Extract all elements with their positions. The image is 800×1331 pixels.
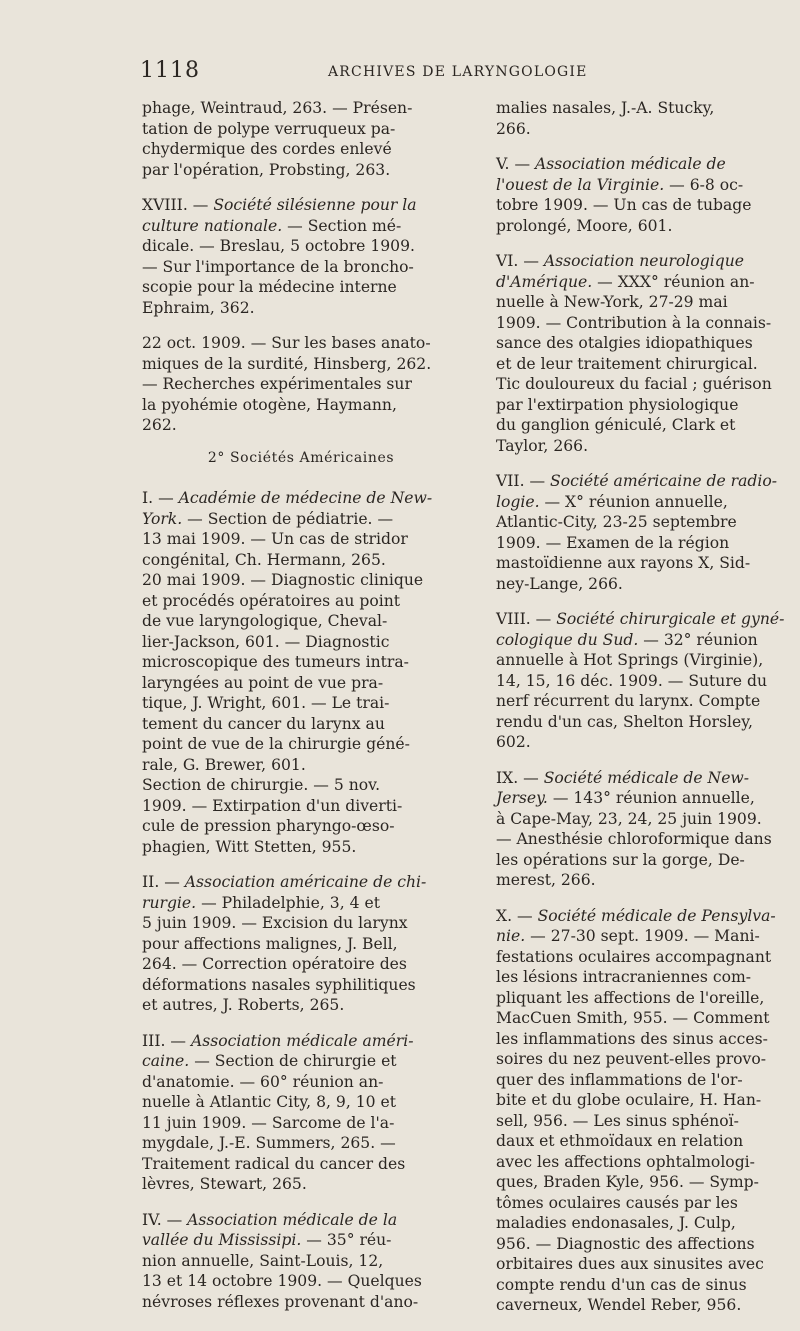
- entry-number: V. —: [496, 155, 535, 173]
- entry-paragraph: [142, 775, 460, 857]
- entry-text: — 143° réunion annuelle,: [547, 789, 755, 807]
- text-line: tement du cancer du larynx au: [142, 714, 385, 733]
- text-line: nuelle à Atlantic City, 8, 9, 10 et: [142, 1093, 397, 1111]
- text-line: orbitaires dues aux sinusites avec: [496, 1255, 764, 1273]
- text-line: [142, 1210, 460, 1231]
- text-line: [142, 488, 460, 509]
- text-line: 1909. — Contribution à la connais-: [496, 313, 772, 332]
- text-line: déformations nasales syphilitiques: [142, 975, 416, 994]
- text-line: d'anatomie. — 60° réunion an-: [142, 1072, 384, 1091]
- text-line: ques, Braden Kyle, 956. — Symp-: [496, 1173, 759, 1191]
- text-line: Traitement radical du cancer des: [142, 1154, 406, 1173]
- text-line: tique, J. Wright, 601. — Le trai-: [142, 694, 390, 712]
- text-line: [142, 1230, 460, 1251]
- society-name: rurgie.: [142, 893, 197, 912]
- society-name: Association neurologique: [543, 252, 744, 270]
- text-line: [142, 1031, 460, 1052]
- text-line: [142, 216, 460, 237]
- text-line: lèvres, Stewart, 265.: [142, 1175, 307, 1193]
- entry-text: — 6-8 oc-: [664, 175, 744, 194]
- text-line: scopie pour la médecine interne: [142, 278, 397, 296]
- entry-text: — XXX° réunion an-: [592, 272, 755, 291]
- text-line: — Anesthésie chloroformique dans: [496, 830, 772, 848]
- text-line: la pyohémie otogène, Haymann,: [142, 395, 397, 414]
- text-line: [496, 251, 796, 272]
- society-name: l'ouest de la Virginie.: [496, 175, 665, 194]
- text-line: les opérations sur la gorge, De-: [496, 850, 745, 869]
- text-line: lier-Jackson, 601. — Diagnostic: [142, 632, 390, 651]
- society-name: cologique du Sud.: [496, 630, 639, 649]
- entry-paragraph: [496, 98, 796, 139]
- text-line: [142, 195, 460, 216]
- entry-paragraph: [496, 906, 796, 1316]
- entry-paragraph: [496, 768, 796, 891]
- entry-number: II. —: [142, 873, 185, 891]
- text-line: Section de chirurgie. — 5 nov.: [142, 776, 381, 794]
- text-line: nerf récurrent du larynx. Compte: [496, 692, 761, 710]
- entry-paragraph: [142, 570, 460, 775]
- entry-number: III. —: [142, 1031, 191, 1050]
- running-head: [0, 58, 800, 88]
- text-line: [142, 509, 460, 530]
- text-line: 13 et 14 octobre 1909. — Quelques: [142, 1272, 422, 1290]
- society-name: Association américaine de chi-: [184, 873, 427, 891]
- society-name: culture nationale.: [142, 216, 283, 235]
- entry-text: — 27-30 sept. 1909. — Mani-: [525, 927, 760, 945]
- text-line: et autres, J. Roberts, 265.: [142, 996, 345, 1014]
- society-name: Société chirurgicale et gyné-: [556, 610, 785, 628]
- entry-text: — 32° réunion: [638, 630, 758, 649]
- text-line: 1909. — Examen de la région: [496, 533, 730, 552]
- text-line: du ganglion géniculé, Clark et: [496, 416, 736, 434]
- entry-paragraph: [496, 471, 796, 594]
- entry-paragraph: [496, 609, 796, 753]
- society-name: d'Amérique.: [496, 272, 593, 291]
- text-line: [496, 492, 796, 513]
- text-line: [496, 609, 796, 630]
- text-line: quer des inflammations de l'or-: [496, 1070, 743, 1089]
- text-line: — Recherches expérimentales sur: [142, 375, 412, 393]
- text-line: point de vue de la chirurgie géné-: [142, 735, 410, 753]
- society-name: Association médicale améri-: [190, 1031, 414, 1050]
- text-line: 11 juin 1909. — Sarcome de l'a-: [142, 1113, 395, 1132]
- text-line: 262.: [142, 416, 177, 434]
- text-line: par l'extirpation physiologique: [496, 395, 739, 414]
- society-name: Jersey.: [496, 789, 548, 807]
- text-line: laryngées au point de vue pra-: [142, 673, 384, 692]
- text-line: [142, 872, 460, 893]
- society-name: caine.: [142, 1052, 190, 1070]
- text-line: et procédés opératoires au point: [142, 591, 401, 610]
- society-name: Association médicale de: [535, 155, 726, 173]
- text-line: [496, 272, 796, 293]
- text-line: [496, 768, 796, 789]
- text-line: par l'opération, Probsting, 263.: [142, 160, 391, 179]
- society-name: logie.: [496, 492, 540, 511]
- text-line: pliquant les affections de l'oreille,: [496, 988, 765, 1007]
- text-line: congénital, Ch. Hermann, 265.: [142, 550, 386, 569]
- left-column: [142, 98, 460, 1327]
- text-line: avec les affections ophtalmologi-: [496, 1152, 755, 1171]
- text-line: microscopique des tumeurs intra-: [142, 653, 409, 671]
- text-line: miques de la surdité, Hinsberg, 262.: [142, 354, 432, 373]
- text-line: bite et du globe oculaire, H. Han-: [496, 1091, 762, 1109]
- text-line: chydermique des cordes enlevé: [142, 140, 392, 158]
- text-line: [496, 154, 796, 175]
- text-line: rale, G. Brewer, 601.: [142, 755, 306, 774]
- entry-paragraph: [142, 333, 460, 436]
- entry-number: VIII. —: [496, 610, 557, 628]
- entry-text: — X° réunion annuelle,: [539, 492, 728, 511]
- entry-number: X. —: [496, 906, 538, 925]
- section-heading: 2° Sociétés Américaines: [207, 449, 395, 466]
- text-line: compte rendu d'un cas de sinus: [496, 1275, 747, 1294]
- society-name: Société médicale de Pensylva-: [537, 906, 776, 925]
- text-line: mygdale, J.-E. Summers, 265. —: [142, 1134, 396, 1152]
- entry-number: VII. —: [496, 472, 551, 490]
- society-name: Société silésienne pour la: [213, 196, 417, 214]
- entry-text: — Section mé-: [282, 216, 402, 235]
- text-line: 20 mai 1909. — Diagnostic clinique: [142, 571, 424, 589]
- entry-number: VI. —: [496, 252, 544, 270]
- text-line: 22 oct. 1909. — Sur les bases anato-: [142, 334, 431, 352]
- entry-number: XVIII. —: [142, 196, 214, 214]
- text-line: mastoïdienne aux rayons X, Sid-: [496, 554, 751, 572]
- text-line: Atlantic-City, 23-25 septembre: [496, 513, 737, 531]
- text-line: de vue laryngologique, Cheval-: [142, 612, 388, 630]
- page-number: 1118: [140, 58, 200, 83]
- text-line: et de leur traitement chirurgical.: [496, 354, 758, 373]
- society-name: York.: [142, 509, 183, 528]
- text-line: rendu d'un cas, Shelton Horsley,: [496, 712, 753, 731]
- entry-paragraph: [142, 872, 460, 1016]
- text-line: [496, 175, 796, 196]
- right-column: [496, 98, 796, 1331]
- entry-text: — Philadelphie, 3, 4 et: [196, 893, 380, 912]
- entry-paragraph: [142, 1210, 460, 1313]
- text-line: les inflammations des sinus acces-: [496, 1029, 768, 1048]
- entry-text: — 35° réu-: [301, 1231, 392, 1249]
- text-line: [496, 471, 796, 492]
- text-line: 5 juin 1909. — Excision du larynx: [142, 914, 408, 932]
- text-line: malies nasales, J.-A. Stucky,: [496, 99, 715, 117]
- text-line: tation de polype verruqueux pa-: [142, 119, 396, 138]
- text-line: [142, 1051, 460, 1072]
- text-line: soires du nez peuvent-elles provo-: [496, 1050, 766, 1068]
- text-line: les lésions intracraniennes com-: [496, 968, 752, 986]
- text-line: [142, 893, 460, 914]
- text-line: festations oculaires accompagnant: [496, 947, 772, 966]
- entry-number: I. —: [142, 489, 179, 507]
- text-line: phagien, Witt Stetten, 955.: [142, 837, 357, 856]
- society-name: Académie de médecine de New-: [178, 489, 433, 507]
- entry-paragraph: [142, 1031, 460, 1195]
- text-line: [496, 906, 796, 927]
- text-line: dicale. — Breslau, 5 octobre 1909.: [142, 237, 415, 255]
- text-line: tobre 1909. — Un cas de tubage: [496, 196, 752, 214]
- text-line: 14, 15, 16 déc. 1909. — Suture du: [496, 671, 768, 690]
- text-line: 13 mai 1909. — Un cas de stridor: [142, 530, 408, 548]
- entry-paragraph: [496, 251, 796, 456]
- text-line: 264. — Correction opératoire des: [142, 955, 407, 973]
- text-line: maladies endonasales, J. Culp,: [496, 1214, 736, 1232]
- text-line: nion annuelle, Saint-Louis, 12,: [142, 1251, 384, 1270]
- text-line: merest, 266.: [496, 871, 596, 889]
- text-line: 602.: [496, 733, 531, 751]
- society-name: vallée du Mississipi.: [142, 1231, 302, 1249]
- entry-text: — Section de chirurgie et: [189, 1052, 397, 1070]
- entry-paragraph: [142, 195, 460, 318]
- text-line: [496, 788, 796, 809]
- text-line: ney-Lange, 266.: [496, 574, 623, 593]
- text-line: annuelle à Hot Springs (Virginie),: [496, 651, 764, 669]
- text-line: Ephraim, 362.: [142, 298, 255, 317]
- text-line: daux et ethmoïdaux en relation: [496, 1132, 744, 1150]
- text-line: 1909. — Extirpation d'un diverti-: [142, 796, 403, 815]
- text-line: prolongé, Moore, 601.: [496, 216, 673, 235]
- text-line: sell, 956. — Les sinus sphénoï-: [496, 1111, 739, 1130]
- text-line: phage, Weintraud, 263. — Présen-: [142, 99, 413, 117]
- society-name: Société américaine de radio-: [550, 472, 778, 490]
- text-line: 266.: [496, 119, 531, 138]
- text-line: pour affections malignes, J. Bell,: [142, 934, 398, 953]
- entry-number: IX. —: [496, 768, 544, 787]
- society-name: Association médicale de la: [187, 1210, 398, 1229]
- text-line: MacCuen Smith, 955. — Comment: [496, 1009, 770, 1027]
- text-line: [496, 630, 796, 651]
- text-line: Taylor, 266.: [496, 436, 589, 455]
- society-name: Société médicale de New-: [543, 768, 750, 787]
- text-line: sance des otalgies idiopathiques: [496, 334, 753, 352]
- entry-paragraph: [496, 154, 796, 236]
- text-line: 956. — Diagnostic des affections: [496, 1234, 755, 1253]
- text-line: Tic douloureux du facial ; guérison: [496, 375, 772, 393]
- text-line: — Sur l'importance de la broncho-: [142, 257, 414, 276]
- text-line: à Cape-May, 23, 24, 25 juin 1909.: [496, 809, 762, 828]
- text-line: névroses réflexes provenant d'ano-: [142, 1292, 419, 1311]
- text-line: [496, 926, 796, 947]
- entry-paragraph: [142, 488, 460, 570]
- entry-paragraph: [142, 98, 460, 180]
- text-line: caverneux, Wendel Reber, 956.: [496, 1296, 742, 1314]
- journal-title: ARCHIVES DE LARYNGOLOGIE: [328, 64, 588, 80]
- entry-text: — Section de pédiatrie. —: [182, 509, 394, 528]
- text-line: nuelle à New-York, 27-29 mai: [496, 293, 728, 311]
- entry-number: IV. —: [142, 1210, 188, 1229]
- society-name: nie.: [496, 927, 526, 945]
- text-line: tômes oculaires causés par les: [496, 1193, 738, 1212]
- text-line: cule de pression pharyngo-œso-: [142, 817, 395, 835]
